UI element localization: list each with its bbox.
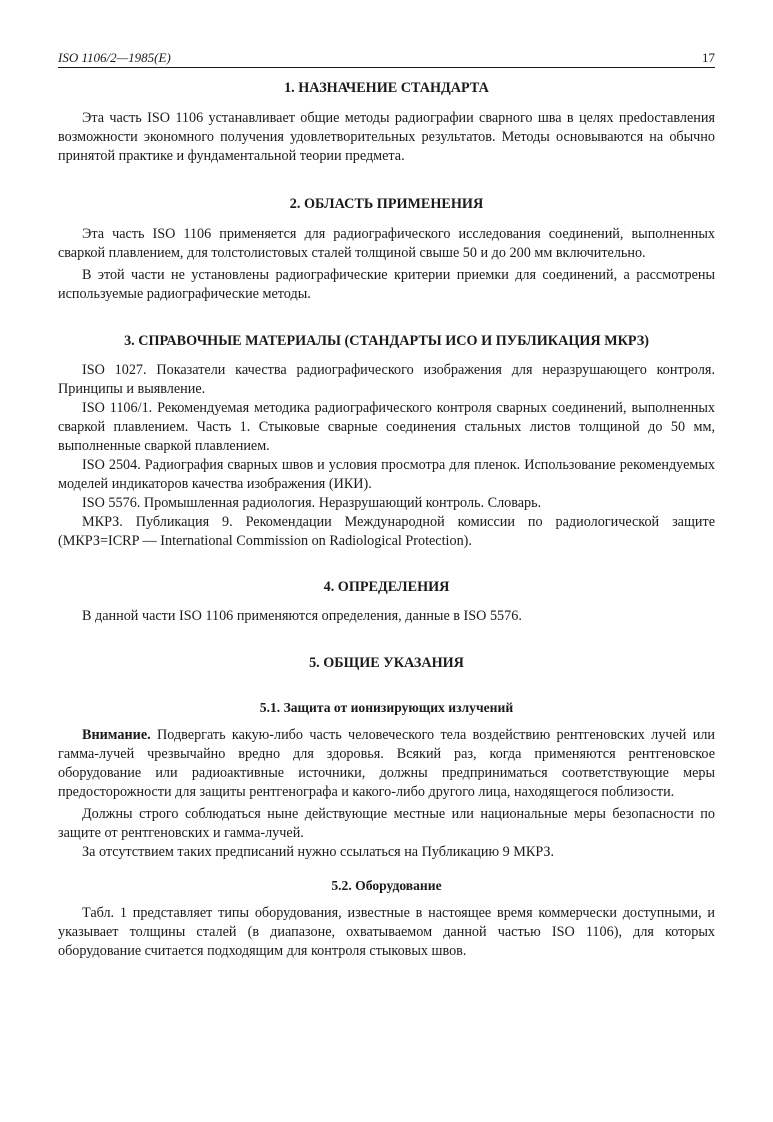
reference-iso-5576: ISO 5576. Промышленная радиология. Неразрушающий контроль. Словарь. bbox=[82, 495, 542, 511]
section-2-title: 2. ОБЛАСТЬ ПРИМЕНЕНИЯ bbox=[289, 196, 484, 212]
reference-iso-1106-1: ISO 1106/1. Рекомендуемая методика радиографического контроля сварных соединений, выполненных сваркой плавлением. Часть 1. Стыковые сварные соединения стальных листов толщиной до 50 мм, выполненные сваркой плавлением. bbox=[58, 400, 715, 454]
subsection-5-2-paragraph: Табл. 1 представляет типы оборудования, известные в настоящее время коммерчески доступными, и указывает толщины сталей (в диапазоне, охватываемом данной частью ISO 1106), для которых оборудование считается подходящим для контроля стыковых швов. bbox=[58, 905, 715, 959]
subsection-5-1-paragraph-3: За отсутствием таких предписаний нужно ссылаться на Публикацию 9 МКРЗ. bbox=[82, 844, 555, 860]
section-1-title: 1. НАЗНАЧЕНИЕ СТАНДАРТА bbox=[284, 80, 489, 96]
subsection-5-1-title: 5.1. Защита от ионизирующих излучений bbox=[259, 700, 514, 715]
running-header bbox=[58, 50, 715, 68]
page-number: 17 bbox=[702, 50, 715, 65]
section-4-paragraph: В данной части ISO 1106 применяются определения, данные в ISO 5576. bbox=[82, 608, 522, 624]
reference-iso-1027: ISO 1027. Показатели качества радиографического изображения для неразрушающего контроля. Принципы и выявление. bbox=[58, 362, 715, 397]
reference-iso-2504: ISO 2504. Радиография сварных швов и условия просмотра для пленок. Использование рекомендуемых моделей индикаторов качества изображения (ИКИ). bbox=[58, 457, 715, 492]
document-id: ISO 1106/2—1985(E) bbox=[58, 50, 171, 65]
warning-text: Подвергать какую-либо часть человеческого тела воздействию рентгеновских лучей или гамма-лучей чрезвычайно вредно для здоровья. Всякий раз, когда применяются рентгеновское оборудование или радиоактивные источники, должны предприниматься соответствующие меры предосторожности для защиты рентгенографа и какого-либо другого лица, находящегося поблизости. bbox=[58, 727, 715, 800]
section-4-title: 4. ОПРЕДЕЛЕНИЯ bbox=[323, 579, 450, 595]
section-5-title: 5. ОБЩИЕ УКАЗАНИЯ bbox=[309, 655, 464, 671]
warning-lead: Внимание. bbox=[82, 727, 151, 743]
section-3-title: 3. СПРАВОЧНЫЕ МАТЕРИАЛЫ (СТАНДАРТЫ ИСО И ПУБЛИКАЦИЯ МКРЗ) bbox=[124, 333, 649, 349]
section-2-paragraph-2: В этой части не установлены радиографические критерии приемки для соединений, а рассмотрены используемые радиографические методы. bbox=[58, 267, 715, 302]
document-page bbox=[58, 50, 715, 961]
section-2-paragraph-1: Эта часть ISO 1106 применяется для радиографического исследования соединений, выполненных сваркой плавлением, для толстолистовых сталей толщиной свыше 50 и до 200 мм включительно. bbox=[58, 226, 715, 261]
reference-icrp-9: МКРЗ. Публикация 9. Рекомендации Международной комиссии по радиологической защите (МКРЗ=ICRP — International Commission on Radiological Protection). bbox=[58, 514, 715, 549]
section-1-paragraph: Эта часть ISO 1106 устанавливает общие методы радиографии сварного шва в целях преdоставления возможности экономного получения удовлетворительных результатов. Методы основываются на обычно принятой практике и фундаментальной теории предмета. bbox=[58, 110, 715, 164]
subsection-5-1-paragraph-2: Должны строго соблюдаться ныне действующие местные или национальные меры безопасности по защите от рентгеновских и гамма-лучей. bbox=[58, 806, 715, 841]
subsection-5-2-title: 5.2. Оборудование bbox=[331, 878, 442, 893]
subsection-5-1-paragraph-1 bbox=[58, 726, 715, 802]
